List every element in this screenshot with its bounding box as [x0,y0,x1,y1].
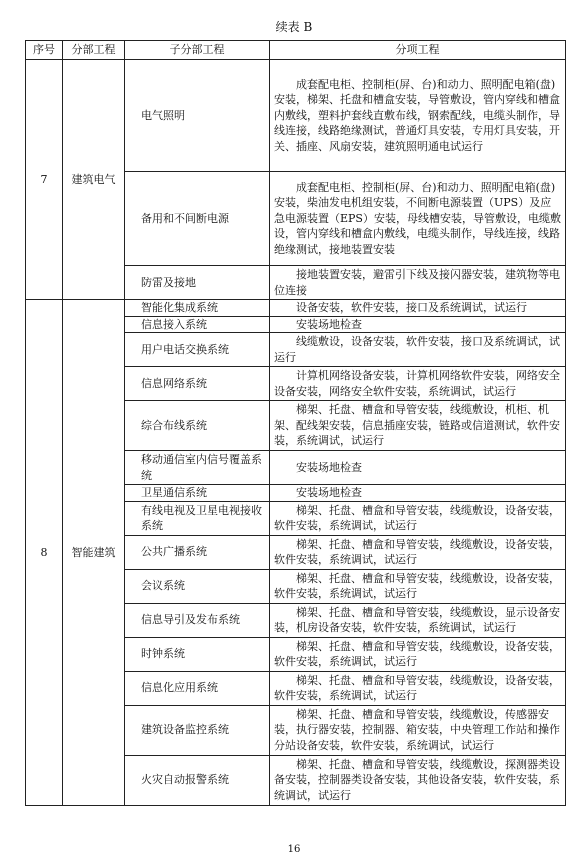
header-sub: 子分部工程 [125,41,270,60]
item-text: 设备安装，软件安装，接口及系统调试，试运行 [270,300,566,317]
subdivision-name: 防雷及接地 [125,266,270,300]
subdivision-name: 信息导引及发布系统 [125,603,270,637]
item-text: 成套配电柜、控制柜(屏、台)和动力、照明配电箱(盘)安装，梯架、托盘和槽盒安装，导管敷设，管内穿线和槽盒内敷线，塑料护套线直敷布线，钢索配线，电缆头制作，导线连接，线路绝缘测试，普通灯具安装，专用灯具安装，开关、插座、风扇安装，建筑照明通电试运行 [270,60,566,172]
group-number: 8 [26,300,63,806]
item-text: 线缆敷设，设备安装，软件安装，接口及系统调试，试运行 [270,333,566,367]
division-name: 智能建筑 [63,300,125,806]
header-no: 序号 [26,41,63,60]
item-text: 梯架、托盘、槽盒和导管安装，线缆敷设，设备安装，软件安装，系统调试，试运行 [270,637,566,671]
subdivision-name: 智能化集成系统 [125,300,270,317]
subdivision-name: 火灾自动报警系统 [125,755,270,805]
item-text: 梯架、托盘、槽盒和导管安装，线缆敷设，显示设备安装，机房设备安装，软件安装，系统调试，试运行 [270,603,566,637]
subdivision-name: 信息网络系统 [125,367,270,401]
subdivision-name: 移动通信室内信号覆盖系统 [125,451,270,485]
item-text: 安装场地检查 [270,316,566,333]
table-row [26,60,566,172]
subdivision-name: 公共广播系统 [125,535,270,569]
subdivision-name: 时钟系统 [125,637,270,671]
subdivision-name: 综合布线系统 [125,401,270,451]
table-row [26,300,566,317]
subdivision-name: 备用和不间断电源 [125,172,270,266]
subdivision-name: 信息接入系统 [125,316,270,333]
subdivision-name: 电气照明 [125,60,270,172]
item-text: 接地装置安装，避雷引下线及接闪器安装，建筑物等电位连接 [270,266,566,300]
subdivision-name: 有线电视及卫星电视接收系统 [125,501,270,535]
subdivision-name: 卫星通信系统 [125,485,270,502]
group-number: 7 [26,60,63,300]
header-part: 分部工程 [63,41,125,60]
division-table [25,40,566,806]
item-text: 成套配电柜、控制柜(屏、台)和动力、照明配电箱(盘)安装，柴油发电机组安装，不间断电源装置（UPS）及应急电源装置（EPS）安装，母线槽安装，导管敷设，电缆敷设，管内穿线和槽盒内敷线，电缆头制作，导线连接，线路绝缘测试，接地装置安装 [270,172,566,266]
item-text: 梯架、托盘、槽盒和导管安装，线缆敷设，设备安装，软件安装，系统调试，试运行 [270,671,566,705]
item-text: 梯架、托盘、槽盒和导管安装，线缆敷设，传感器安装，执行器安装，控制器、箱安装，中央管理工作站和操作分站设备安装，软件安装，系统调试，试运行 [270,705,566,755]
item-text: 安装场地检查 [270,485,566,502]
subdivision-name: 信息化应用系统 [125,671,270,705]
item-text: 梯架、托盘、槽盒和导管安装，线缆敷设，机柜、机架、配线架安装，信息插座安装，链路或信道测试，软件安装，系统调试，试运行 [270,401,566,451]
item-text: 梯架、托盘、槽盒和导管安装，线缆敷设，设备安装，软件安装，系统调试，试运行 [270,501,566,535]
item-text: 梯架、托盘、槽盒和导管安装，线缆敷设，探测器类设备安装，控制器类设备安装，其他设备安装，软件安装，系统调试，试运行 [270,755,566,805]
page-number: 16 [287,844,301,855]
header-item: 分项工程 [270,41,566,60]
header-row [26,41,566,60]
item-text: 梯架、托盘、槽盒和导管安装，线缆敷设，设备安装，软件安装，系统调试，试运行 [270,535,566,569]
subdivision-name: 用户电话交换系统 [125,333,270,367]
item-text: 安装场地检查 [270,451,566,485]
division-name: 建筑电气 [63,60,125,300]
subdivision-name: 建筑设备监控系统 [125,705,270,755]
item-text: 计算机网络设备安装，计算机网络软件安装，网络安全设备安装，网络安全软件安装，系统调试，试运行 [270,367,566,401]
item-text: 梯架、托盘、槽盒和导管安装，线缆敷设，设备安装，软件安装，系统调试，试运行 [270,569,566,603]
subdivision-name: 会议系统 [125,569,270,603]
table-caption: 续表 B [275,20,313,34]
